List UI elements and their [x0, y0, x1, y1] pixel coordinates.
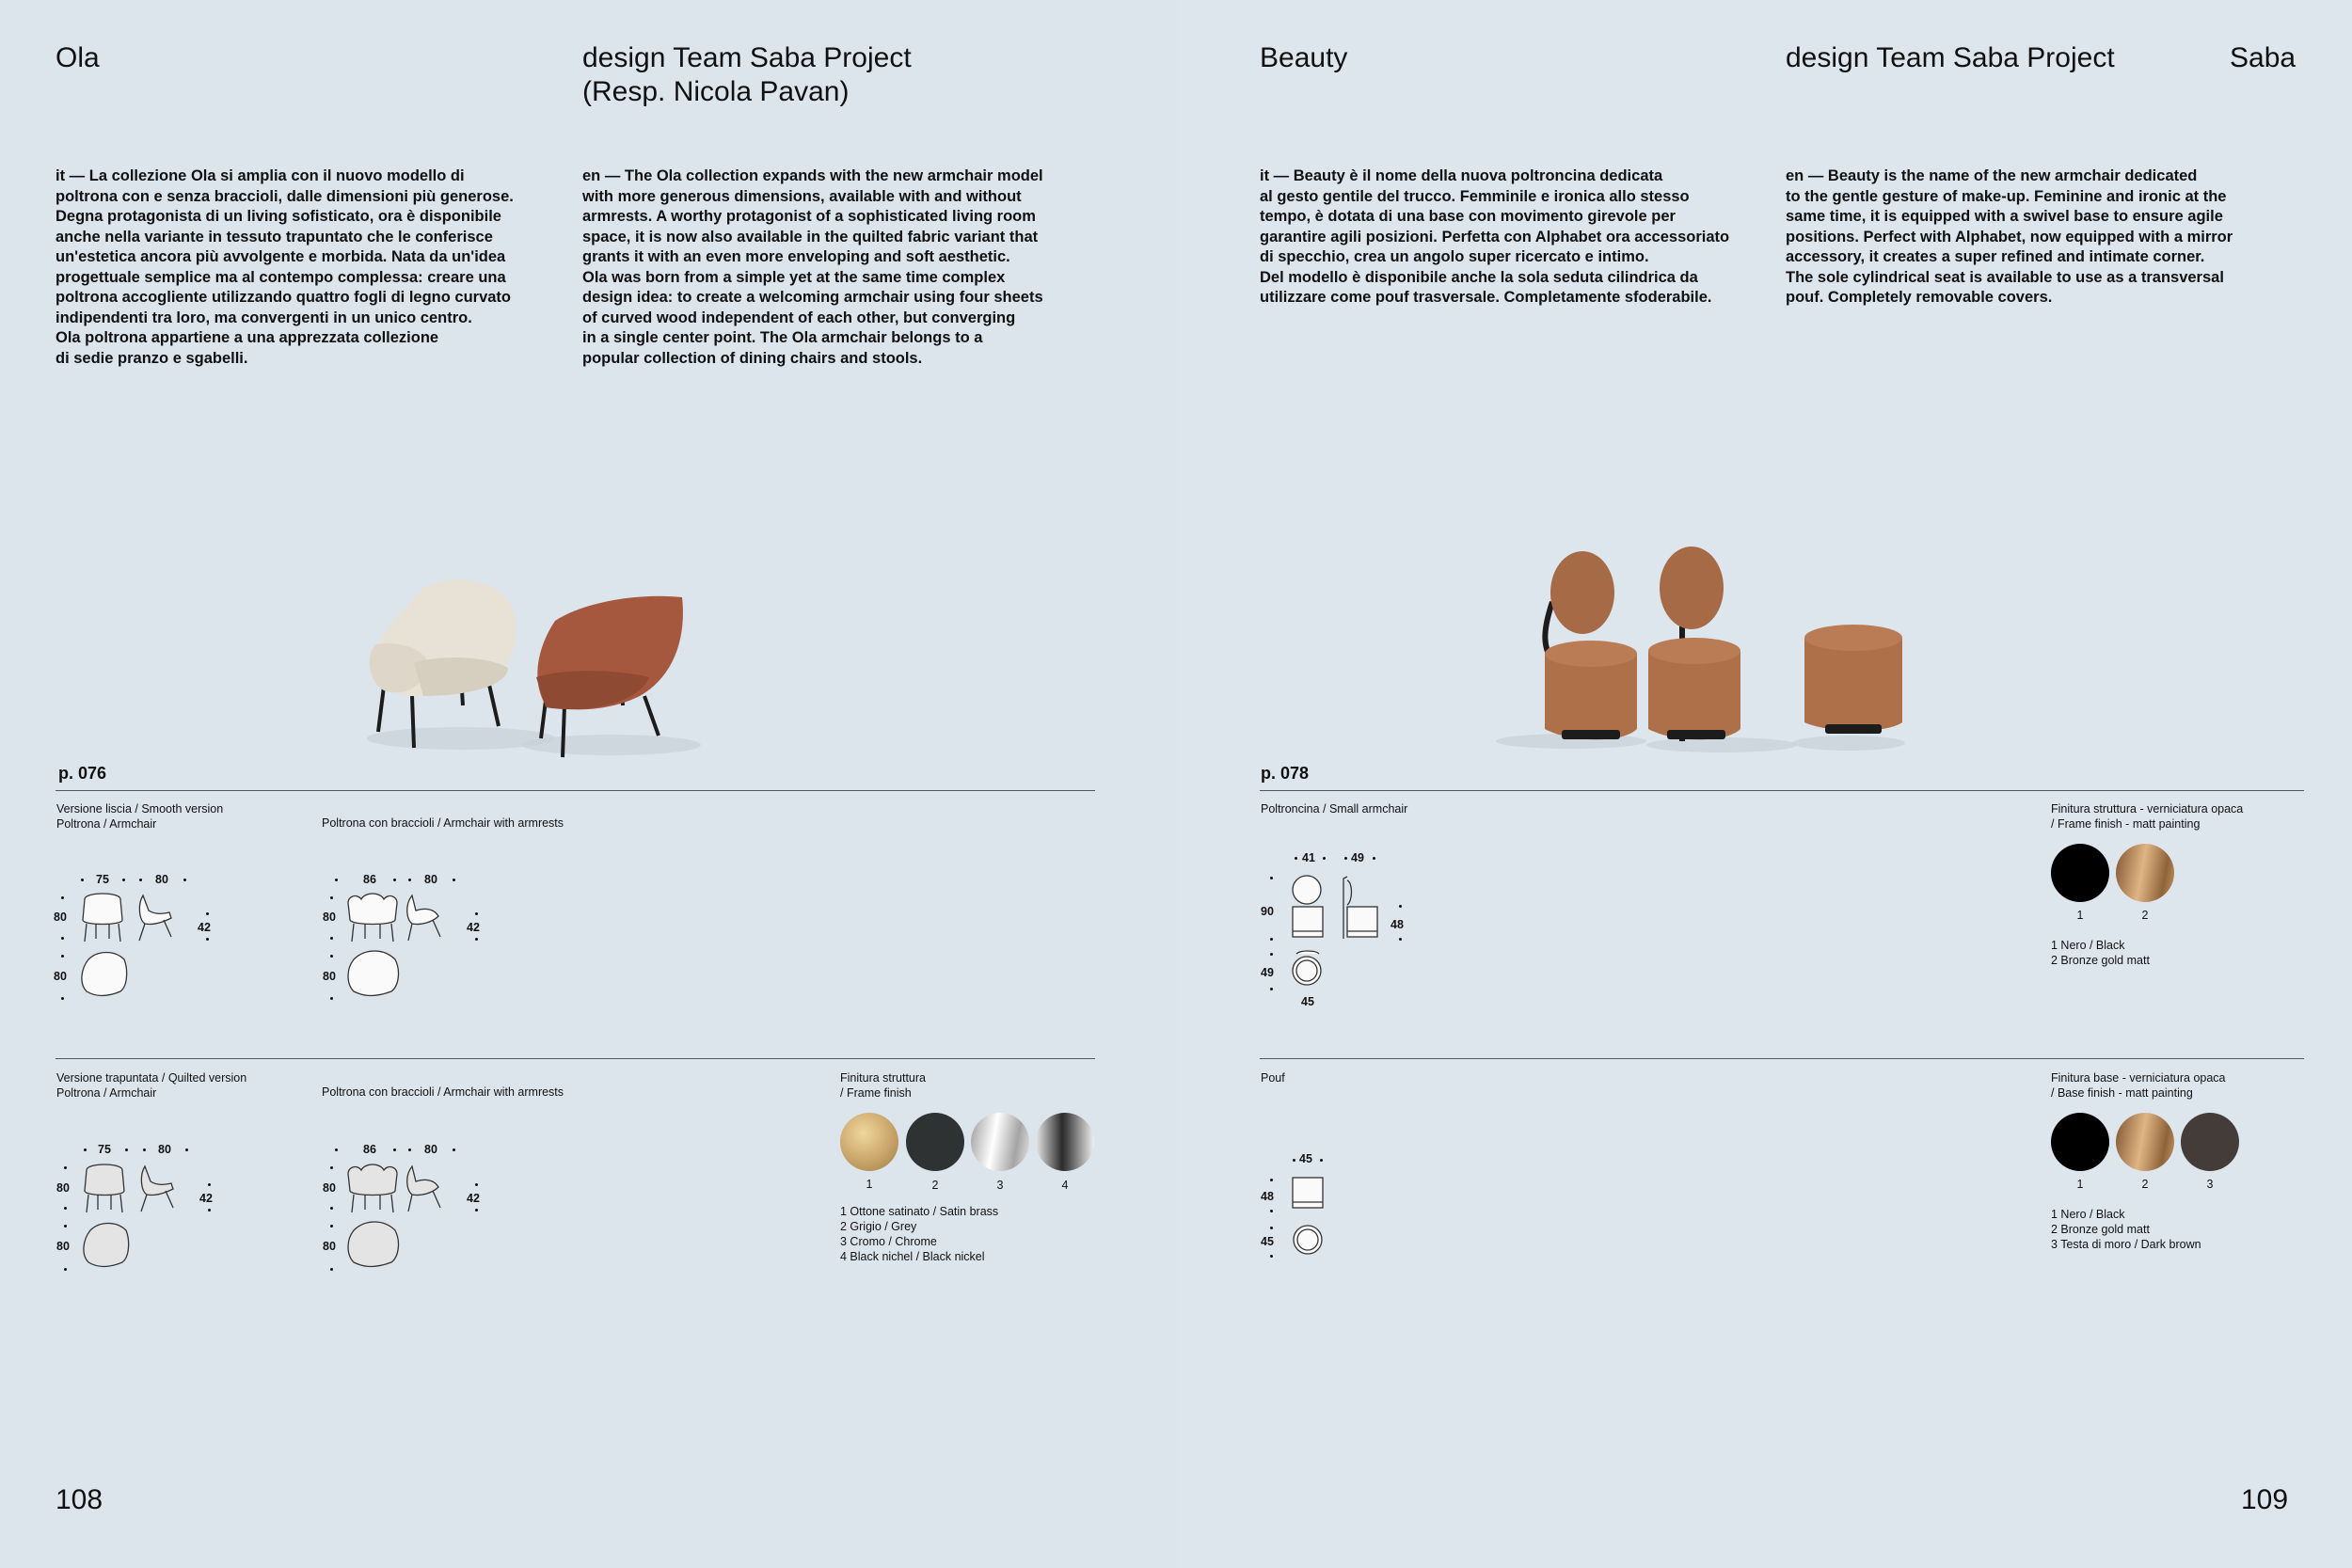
- armchair-drawing-quilted: [81, 1163, 194, 1275]
- right-page: [1176, 0, 2352, 1568]
- brand-name: Saba: [2230, 42, 2296, 73]
- description-english: en — The Ola collection expands with the new armchair model with more generous dimensions, available with and without armrests. A worthy protagonist of a sophisticated living room space, it is now also available in the quilted fabric variant that grants it with an even more enveloping and soft aesthetic. Ola was born from a simple yet at the same time complex design idea: to create a welcoming armchair using four sheets of curved wood independent of each other, but converging in a single center point. The Ola armchair belongs to a popular collection of dining chairs and stools.: [582, 167, 1043, 367]
- base-finish-title: Finitura base - verniciatura opaca / Base finish - matt painting: [2051, 1071, 2226, 1100]
- armchair-drawing-quilted-armrests: [346, 1163, 469, 1275]
- section-label-smooth: Versione liscia / Smooth version Poltrona / Armchair: [56, 802, 224, 831]
- dim-seat-height: 42: [198, 921, 211, 934]
- swatch-number: 3: [996, 1179, 1004, 1192]
- pouf-drawing: [1291, 1176, 1347, 1260]
- page-reference: p. 078: [1261, 764, 1310, 783]
- swatch-bronze-gold: [2116, 1113, 2174, 1171]
- dim-plan-depth: 80: [56, 1240, 70, 1253]
- dim-width: 75: [98, 1143, 111, 1156]
- dim-width: 75: [96, 873, 109, 886]
- dim-seat-height: 42: [467, 1192, 480, 1205]
- swatch-black-nickel: [1036, 1113, 1094, 1171]
- dim-width: 45: [1299, 1152, 1312, 1165]
- dim-width: 86: [363, 873, 376, 886]
- dim-plan-width: 45: [1301, 995, 1314, 1008]
- dim-seat-height: 48: [1391, 918, 1404, 931]
- frame-finish-title: Finitura struttura - verniciatura opaca / Frame finish - matt painting: [2051, 802, 2244, 831]
- product-photo-ola: [358, 564, 715, 771]
- section-label-quilted: Versione trapuntata / Quilted version Poltrona / Armchair: [56, 1071, 247, 1100]
- product-title: Beauty: [1260, 42, 1348, 73]
- dim-depth: 80: [155, 873, 168, 886]
- swatch-number: 1: [2076, 1178, 2084, 1191]
- dim-height: 80: [323, 911, 336, 924]
- dim-seat-height: 42: [467, 921, 480, 934]
- swatch-black: [2051, 844, 2109, 902]
- dim-depth: 49: [1351, 851, 1364, 864]
- swatch-black: [2051, 1113, 2109, 1171]
- small-armchair-drawing: [1291, 873, 1422, 990]
- designer-credit: design Team Saba Project (Resp. Nicola Pavan): [582, 42, 912, 107]
- swatch-number: 1: [2076, 909, 2084, 922]
- section-label-small-armchair: Poltroncina / Small armchair: [1261, 802, 1408, 816]
- armchair-drawing-smooth: [79, 892, 192, 1005]
- frame-finish-legend: 1 Nero / Black 2 Bronze gold matt: [2051, 939, 2150, 967]
- dim-width: 86: [363, 1143, 376, 1156]
- page-number: 109: [2241, 1484, 2289, 1515]
- designer-credit: design Team Saba Project: [1786, 42, 2115, 73]
- dim-height: 80: [323, 1181, 336, 1195]
- swatch-number: 3: [2206, 1178, 2214, 1191]
- dim-depth: 80: [158, 1143, 171, 1156]
- section-label-pouf: Pouf: [1261, 1071, 1285, 1085]
- swatch-number: 1: [866, 1178, 873, 1191]
- description-italian: it — Beauty è il nome della nuova poltroncina dedicata al gesto gentile del trucco. Femminile e ironica allo stesso tempo, è dotata di una base con movimento girevole per garantire agili posizioni. Perfetta con Alphabet ora accessoriato di specchio, crea un angolo super ricercato e intimo. Del modello è disponibile anche la sola seduta cilindrica da utilizzare come pouf trasversale. Completamente sfoderabile.: [1260, 167, 1730, 306]
- divider: [1260, 1058, 2304, 1059]
- product-photo-beauty: [1515, 546, 1910, 752]
- frame-finish-title: Finitura struttura / Frame finish: [840, 1071, 927, 1100]
- swatch-number: 2: [2141, 909, 2149, 922]
- frame-finish-legend: 1 Ottone satinato / Satin brass 2 Grigio / Grey 3 Cromo / Chrome 4 Black nichel / Black nickel: [840, 1205, 999, 1263]
- swatch-satin-brass: [840, 1113, 898, 1171]
- swatch-bronze-gold: [2116, 844, 2174, 902]
- description-italian: it — La collezione Ola si amplia con il nuovo modello di poltrona con e senza braccioli, dalle dimensioni più generose. Degna protagonista di un living sofisticato, ora è disponibile anche nella variante in tessuto trapuntato che le conferisce un'estetica ancora più avvolgente e morbida. Nata da un'idea progettuale semplice ma al contempo complessa: creare una poltrona accogliente utilizzando quattro fogli di legno curvato indipendenti tra loro, ma convergenti in un unico centro. Ola poltrona appartiene a una apprezzata collezione di sedie pranzo e sgabelli.: [56, 167, 514, 367]
- page-reference: p. 076: [58, 764, 107, 783]
- dim-depth: 80: [424, 873, 437, 886]
- swatch-dark-brown: [2181, 1113, 2239, 1171]
- swatch-grey: [906, 1113, 964, 1171]
- armchair-drawing-armrests: [346, 892, 469, 1005]
- dim-height: 48: [1261, 1190, 1274, 1203]
- dim-plan-depth: 49: [1261, 966, 1274, 979]
- divider: [56, 790, 1095, 791]
- divider: [56, 1058, 1095, 1059]
- dim-plan-depth: 80: [323, 970, 336, 983]
- dim-width: 41: [1302, 851, 1315, 864]
- section-label-armrests: Poltrona con braccioli / Armchair with armrests: [322, 816, 564, 830]
- swatch-number: 2: [2141, 1178, 2149, 1191]
- dim-plan-depth: 80: [323, 1240, 336, 1253]
- divider: [1260, 790, 2304, 791]
- dim-height: 80: [54, 911, 67, 924]
- section-label-armrests: Poltrona con braccioli / Armchair with armrests: [322, 1085, 564, 1099]
- dim-plan-depth: 80: [54, 970, 67, 983]
- swatch-chrome: [971, 1113, 1029, 1171]
- product-title: Ola: [56, 42, 100, 73]
- dim-height: 80: [56, 1181, 70, 1195]
- swatch-number: 2: [931, 1179, 939, 1192]
- description-english: en — Beauty is the name of the new armchair dedicated to the gentle gesture of make-up. Feminine and ironic at the same time, it is equipped with a swivel base to ensure agile positions. Perfect with Alphabet, now equipped with a mirror accessory, it creates a super refined and intimate corner. The sole cylindrical seat is available to use as a transversal pouf. Completely removable covers.: [1786, 167, 2233, 306]
- dim-depth: 80: [424, 1143, 437, 1156]
- dim-height: 90: [1261, 905, 1274, 918]
- base-finish-legend: 1 Nero / Black 2 Bronze gold matt 3 Testa di moro / Dark brown: [2051, 1208, 2201, 1251]
- dim-plan-depth: 45: [1261, 1235, 1274, 1248]
- swatch-number: 4: [1061, 1179, 1069, 1192]
- page-number: 108: [56, 1484, 103, 1515]
- dim-seat-height: 42: [199, 1192, 213, 1205]
